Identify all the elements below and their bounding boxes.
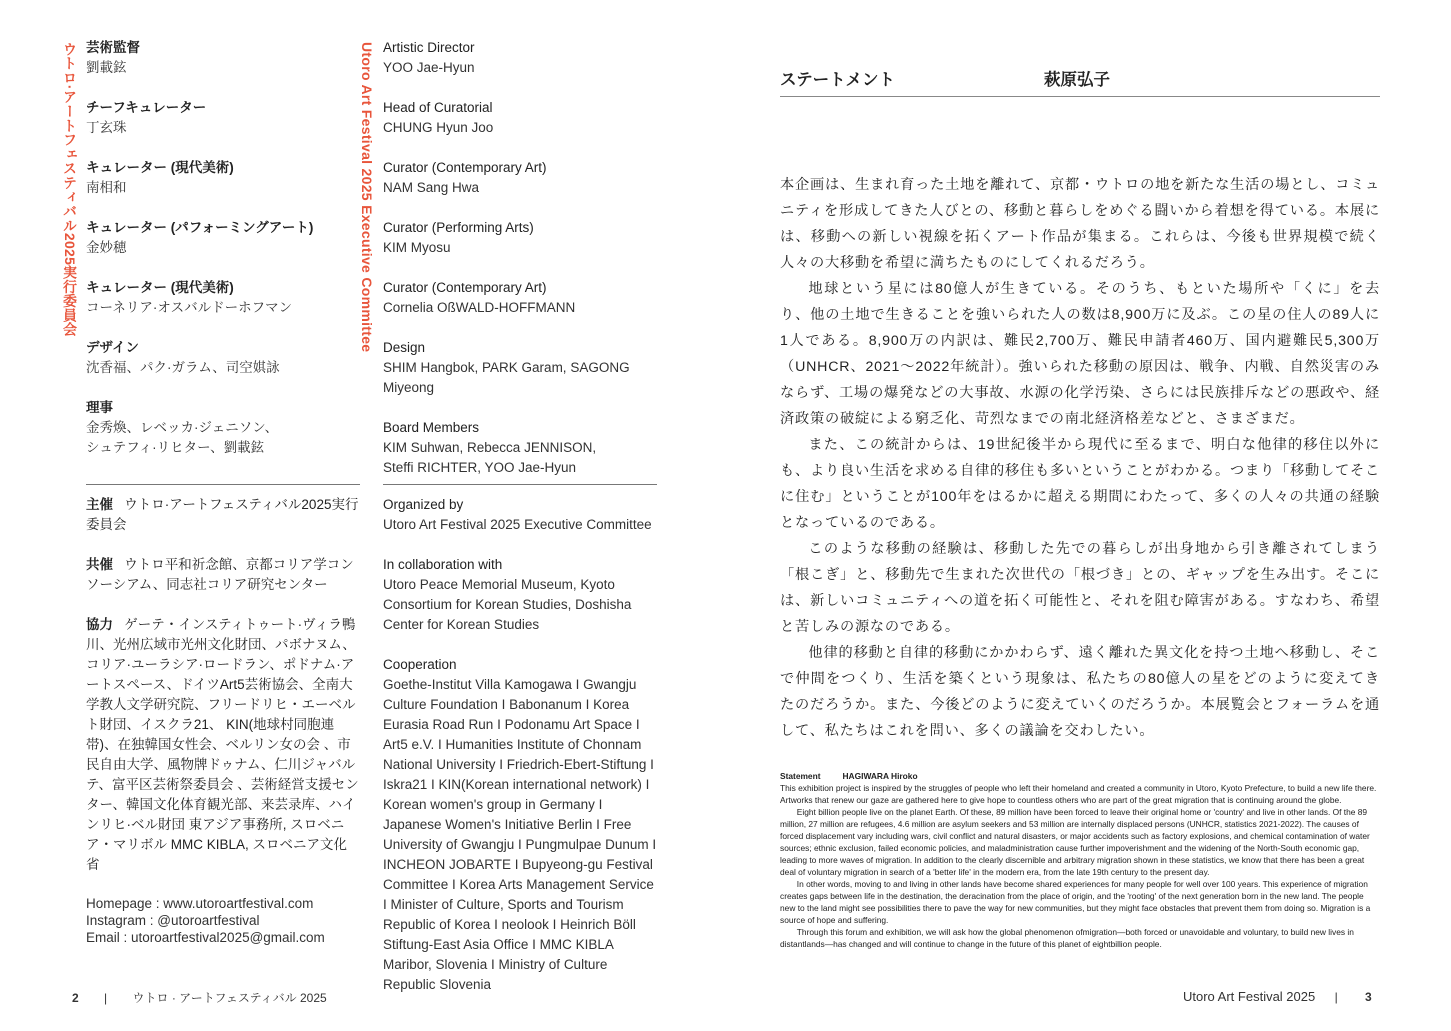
vertical-title-en: Utoro Art Festival 2025 Executive Committee bbox=[359, 42, 375, 353]
page-number: 2 bbox=[72, 991, 79, 1005]
org-entry bbox=[383, 555, 643, 635]
credit-entry bbox=[86, 38, 362, 78]
org-entry bbox=[383, 495, 659, 535]
divider bbox=[86, 484, 360, 485]
credit-entry bbox=[383, 38, 661, 78]
credit-value: 南相和 bbox=[86, 180, 127, 195]
org-value: ゲーテ・インスティトゥート·ヴィラ鴨川、光州広域市光州文化財団、パボナヌム、コリア·ユーラシア·ロードラン、ポドナム·アートスペース、ドイツArt5芸術協会、全南大学教人文学研究院、フリードリヒ・エーベルト財団、イスクラ21、 KIN(地球村同胞連帯)、在独韓国女性会、ベルリン女の会 、市民自由大学、風物牌ドゥナム、仁川ジャバルテ、富平区芸術祭委員会 、芸術経営支援センター、韓国文化体育観光部、来芸录库、ハインリヒ·ベル財団 東アジア事務所, スロベニア・マリボル MMC KIBLA, スロベニア文化省 bbox=[86, 617, 359, 872]
credit-entry bbox=[86, 338, 362, 378]
org-value: Goethe-Institut Villa Kamogawa I Gwangju Culture Foundation I Babonanum I Korea Eurasia Road Run I Podonamu Art Space I Art5 e.V. I Humanities Institute of Chonnam National University I Friedrich-Ebert-Stiftung I Iskra21 I KIN(Korean international network) I Korean women's group in Germany I Japanese Women's Initiative Berlin I Free University of Gwangju I Pungmulpae Dunum I INCHEON JOBARTE I Bupyeong-gu Festival Committee I Korea Arts Management Service I Minister of Culture, Sports and Tourism Republic of Korea I neolook I Heinrich Böll Stiftung-East Asia Office I MMC KIBLA Maribor, Slovenia I Ministry of Culture Republic Slovenia bbox=[383, 677, 657, 992]
credit-value: コーネリア·オスバルドーホフマン bbox=[86, 300, 293, 315]
footer-right bbox=[1183, 989, 1372, 1004]
footer-separator: | bbox=[1334, 990, 1338, 1004]
credit-entry bbox=[383, 418, 623, 478]
paragraph: This exhibition project is inspired by the struggles of people who left their homeland and created a community in Utoro, Kyoto Prefecture, to build a new life there. Artworks that renew our gaze are gathered here to give hope to countless others who are part of the great migration that is continuing around the globe. bbox=[780, 783, 1377, 805]
credit-value: KIM Suhwan, Rebecca JENNISON, Steffi RICHTER, YOO Jae-Hyun bbox=[383, 440, 597, 475]
statement-body-jp bbox=[780, 172, 1380, 744]
credit-entry bbox=[86, 218, 362, 258]
paragraph: このような移動の経験は、移動した先での暮らしが出身地から引き離されてしまう「根こぎ」と、移動先で生まれた次世代の「根づき」との、ギャップを生み出す。そこには、新しいコミュニティへの道を拓く可能性と、それを阻む障害がある。すなわち、希望と苦しみの源なのである。 bbox=[780, 541, 1380, 635]
credit-value: 沈香福、パク·ガラム、司空娸詠 bbox=[86, 360, 280, 375]
paragraph: Through this forum and exhibition, we will ask how the global phenomenon ofmigration—both forced or unavoidable and voluntary, to build new lives in distantlands—has changed and will continue to change in the future of this planet of eightbillion people. bbox=[780, 927, 1354, 949]
org-value: ウトロ·アートフェスティバル2025実行委員会 bbox=[86, 497, 359, 532]
credit-label: Artistic Director bbox=[383, 40, 475, 55]
credit-label: チーフキュレーター bbox=[86, 100, 207, 115]
credit-label: 理事 bbox=[86, 400, 113, 415]
credit-value: KIM Myosu bbox=[383, 240, 451, 255]
statement-header bbox=[780, 66, 1380, 97]
credit-value: 丁玄珠 bbox=[86, 120, 127, 135]
credit-label: デザイン bbox=[86, 340, 140, 355]
credit-entry bbox=[86, 278, 362, 318]
page-number: 3 bbox=[1365, 990, 1372, 1004]
instagram-link[interactable]: Instagram : @utoroartfestival bbox=[86, 913, 260, 928]
credit-label: Curator (Contemporary Art) bbox=[383, 160, 547, 175]
credit-value: 金妙穂 bbox=[86, 240, 127, 255]
en-statement-author: HAGIWARA Hiroko bbox=[842, 771, 918, 781]
org-value: ウトロ平和祈念館、京都コリア学コンソーシアム、同志社コリア研究センター bbox=[86, 557, 354, 592]
statement-author: 萩原弘子 bbox=[1044, 71, 1110, 89]
org-label: 主催 bbox=[86, 497, 113, 512]
footer-left bbox=[72, 989, 327, 1006]
en-credits bbox=[383, 38, 661, 498]
divider bbox=[383, 484, 657, 485]
org-entry bbox=[86, 615, 360, 875]
paragraph: Eight billion people live on the planet Earth. Of these, 89 million have been forced to leave their original home or 'country' and live in other lands. Of the 89 million, 27 million are refugees, 4.6 million are asylum seekers and 53 million are internally displaced persons (UNHCR, statistics 2021-2022). The causes of forced displacement vary including wars, civil conflict and natural disasters, or major accidents such as factory explosions, and chemical contamination of water sources; ethnic exclusion, failed economic policies, and maladministration cause further impoverishment and the widening of the North-South economic gap, leading to more waves of migration. In addition to the clearly discernible and arbitrary migration shown in these statistics, we know that there has been a great deal of voluntary migration in search of a 'better life' in the modern era, from the late 19th century to the present day. bbox=[780, 807, 1370, 877]
org-value: Utoro Art Festival 2025 Executive Committee bbox=[383, 517, 652, 532]
credit-value: CHUNG Hyun Joo bbox=[383, 120, 494, 135]
credit-entry bbox=[86, 398, 286, 458]
credit-value: Cornelia OßWALD-HOFFMANN bbox=[383, 300, 576, 315]
vertical-title-jp: ウトロ·アートフェスティバル2025実行委員会 bbox=[62, 42, 78, 337]
statement-body-en bbox=[780, 770, 1380, 950]
contact-info bbox=[86, 895, 360, 946]
statement-title: ステートメント bbox=[780, 71, 896, 89]
org-label: In collaboration with bbox=[383, 557, 503, 572]
credit-label: Curator (Contemporary Art) bbox=[383, 280, 547, 295]
org-value: Utoro Peace Memorial Museum, Kyoto Consortium for Korean Studies, Doshisha Center for Korean Studies bbox=[383, 577, 632, 632]
org-label: Cooperation bbox=[383, 657, 457, 672]
org-entry bbox=[383, 655, 659, 995]
credit-entry bbox=[86, 98, 362, 138]
credit-label: Curator (Performing Arts) bbox=[383, 220, 534, 235]
paragraph: また、この統計からは、19世紀後半から現代に至るまで、明白な他律的移住以外にも、より良い生活を求める自律的移住も多いということがわかる。つまり「移動してそこに住む」ということが100年をはるかに超える期間にわたって、多くの人々の共通の経験となっているのである。 bbox=[780, 437, 1380, 531]
credit-entry bbox=[383, 98, 661, 138]
en-organization bbox=[383, 495, 659, 1015]
org-label: Organized by bbox=[383, 497, 464, 512]
org-label: 協力 bbox=[86, 617, 113, 632]
paragraph: 本企画は、生まれ育った土地を離れて、京都・ウトロの地を新たな生活の場とし、コミュニティを形成してきた人びとの、移動と暮らしをめぐる闘いから着想を得ている。本展には、移動への新しい視線を拓くアート作品が集まる。これらは、今後も世界規模で続く人々の大移動を希望に満ちたものにしてくれるだろう。 bbox=[780, 177, 1380, 271]
credit-entry bbox=[86, 158, 362, 198]
credit-label: Head of Curatorial bbox=[383, 100, 493, 115]
credit-label: キュレーター (現代美術) bbox=[86, 280, 234, 295]
email-link[interactable]: Email : utoroartfestival2025@gmail.com bbox=[86, 930, 325, 945]
homepage-link[interactable]: Homepage : www.utoroartfestival.com bbox=[86, 896, 314, 911]
credit-label: キュレーター (現代美術) bbox=[86, 160, 234, 175]
paragraph: 他律的移動と自律的移動にかかわらず、遠く離れた異文化を持つ土地へ移動し、そこで仲間をつくり、生活を築くという現象は、私たちの80億人の星をどのように変えてきたのだろうか。また、今後どのように変えていくのだろうか。本展覧会とフォーラムを通して、私たちはこれを問い、多くの議論を交わしたい。 bbox=[780, 645, 1380, 739]
credit-label: Board Members bbox=[383, 420, 480, 435]
credit-entry bbox=[383, 158, 661, 198]
jp-organization bbox=[86, 495, 360, 946]
credit-entry bbox=[383, 278, 661, 318]
org-entry bbox=[86, 495, 360, 535]
credit-label: 芸術監督 bbox=[86, 40, 140, 55]
org-label: 共催 bbox=[86, 557, 113, 572]
en-heading bbox=[780, 770, 1380, 782]
credit-value: 金秀煥、レベッカ·ジェニソン、シュテフィ·リヒター、劉載鉉 bbox=[86, 420, 279, 455]
footer-title: ウトロ · アートフェスティバル 2025 bbox=[132, 991, 327, 1005]
en-statement-title: Statement bbox=[780, 771, 821, 781]
paragraph: 地球という星には80億人が生きている。そのうち、もといた場所や「くに」を去り、他の土地で生きることを強いられた人の数は8,900万に及ぶ。この星の住人の89人に1人である。8,900万の内訳は、難民2,700万、難民申請者460万、国内避難民5,300万（UNHCR、2021～2022年統計）。強いられた移動の原因は、戦争、内戦、自然災害のみならず、工場の爆発などの大事故、水源の化学汚染、さらには民族排斥などの悪政や、経済政策の破綻による窮乏化、苛烈なまでの南北経済格差などと、さまざまだ。 bbox=[780, 281, 1380, 427]
footer-title: Utoro Art Festival 2025 bbox=[1183, 989, 1316, 1004]
credit-value: 劉載鉉 bbox=[86, 60, 127, 75]
credit-label: Design bbox=[383, 340, 426, 355]
credit-value: SHIM Hangbok, PARK Garam, SAGONG Miyeong bbox=[383, 360, 630, 395]
credit-value: NAM Sang Hwa bbox=[383, 180, 480, 195]
credit-entry bbox=[383, 338, 643, 398]
credit-entry bbox=[383, 218, 661, 258]
credit-value: YOO Jae-Hyun bbox=[383, 60, 475, 75]
org-entry bbox=[86, 555, 360, 595]
paragraph: In other words, moving to and living in other lands have become shared experiences for many people for well over 100 years. This experience of migration creates gaps between life in the destination, the deracination from the place of origin, and the 'rooting' of the next generation born in the new land. The people new to the land might see possibilities there to pave the way for new communities, but they might face obstacles that prevent them from doing so. Migration is a source of hope and suffering. bbox=[780, 879, 1371, 925]
jp-credits bbox=[86, 38, 362, 478]
footer-separator: | bbox=[104, 991, 108, 1005]
credit-label: キュレーター (パフォーミングアート) bbox=[86, 220, 314, 235]
